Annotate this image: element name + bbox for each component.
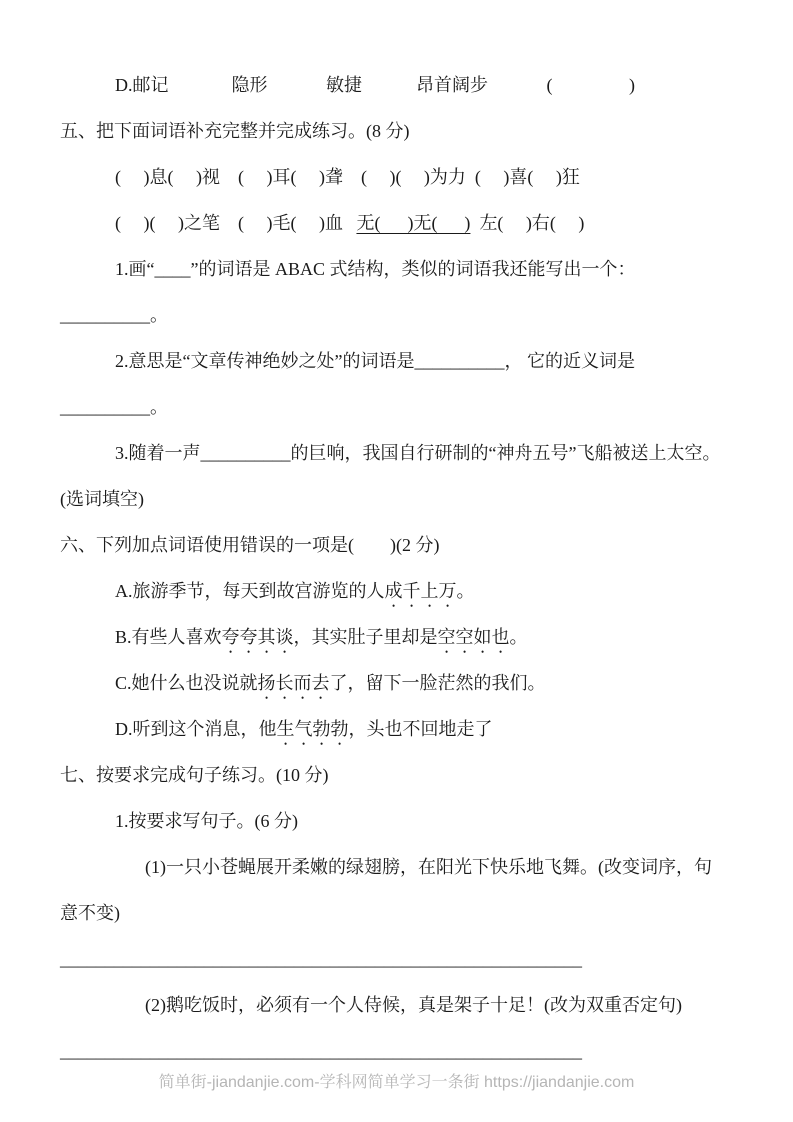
q7-item2: (2)鹅吃饭时，必须有一个人侍候，真是架子十足！(改为双重否定句) — [145, 995, 682, 1015]
q6-option-a-text: A.旅游季节，每天到故宫游览的人 — [115, 581, 385, 601]
q7-item1-line1: (1)一只小苍蝇展开柔嫩的绿翅膀，在阳光下快乐地飞舞。(改变词序，句 — [145, 857, 712, 877]
q6-option-c — [60, 660, 775, 706]
q6-option-b-post: 。 — [509, 627, 528, 647]
q6-option-b-emphasized-2: 空空如也 — [437, 627, 510, 647]
footer-watermark: 简单街-jiandanjie.com-学科网简单学习一条街 https://jiandanjie.com — [158, 1074, 635, 1091]
q5-item2-answer-blank: __________。 — [60, 397, 168, 417]
q5-item1-answer-blank: __________。 — [60, 305, 168, 325]
q6-option-c-text: C.她什么也没说就 — [115, 673, 258, 693]
q7-item1-answer-blank — [60, 936, 775, 982]
q7-item1-line2: 意不变) — [60, 903, 120, 923]
q5-words-row1: ( )息( )视 ( )耳( )聋 ( )( )为力 ( )喜( )狂 — [115, 167, 580, 187]
q6-section-title: 六、下列加点词语使用错误的一项是( )(2 分) — [60, 535, 440, 555]
answer-blank-line: __________________________________________________________ — [60, 949, 582, 969]
q7-sub1-title: 1.按要求写句子。(6 分) — [115, 811, 298, 831]
q5-section-title: 五、把下面词语补充完整并完成练习。(8 分) — [60, 121, 410, 141]
q7-section-title: 七、按要求完成句子练习。(10 分) — [60, 765, 329, 785]
q5-row2-pre: ( )( )之笔 ( )毛( )血 — [115, 213, 357, 233]
q7-item2-answer-blank — [60, 1028, 775, 1074]
q5-words-row2 — [60, 200, 775, 246]
q6-option-d-emphasized: 生气勃勃 — [276, 719, 349, 739]
q5-row2-underlined-blank: 无( )无( ) — [356, 213, 471, 233]
q5-row2-post: 左( )右( ) — [470, 213, 585, 233]
q6-option-d-post: ，头也不回地走了 — [348, 719, 493, 739]
q6-option-d-text: D.听到这个消息，他 — [115, 719, 277, 739]
q6-option-d — [60, 706, 775, 752]
q6-option-c-post: 了，留下一脸茫然的我们。 — [329, 673, 546, 693]
q6-option-b-emphasized-1: 夸夸其谈 — [221, 627, 294, 647]
answer-blank-line: __________________________________________________________ — [60, 1041, 582, 1061]
q5-item3: 3.随着一声__________的巨响，我国自行研制的“神舟五号”飞船被送上太空。 — [115, 443, 721, 463]
q6-option-b-text: B.有些人喜欢 — [115, 627, 222, 647]
q6-option-c-emphasized: 扬长而去 — [257, 673, 330, 693]
q6-option-a — [60, 568, 775, 614]
q6-option-a-emphasized: 成千上万 — [384, 581, 457, 601]
q6-option-a-post: 。 — [456, 581, 475, 601]
q5-item1-line1: 1.画“____”的词语是 ABAC 式结构，类似的词语我还能写出一个： — [115, 259, 636, 279]
q6-option-b — [60, 614, 775, 660]
q5-item2-line1: 2.意思是“文章传神绝妙之处”的词语是__________， 它的近义词是 — [115, 351, 635, 371]
q4-option-d-row: D.邮记 隐形 敏捷 昂首阔步 ( ) — [115, 75, 635, 95]
q6-option-b-mid: ，其实肚子里却是 — [293, 627, 438, 647]
q5-item3-note: (选词填空) — [60, 489, 144, 509]
